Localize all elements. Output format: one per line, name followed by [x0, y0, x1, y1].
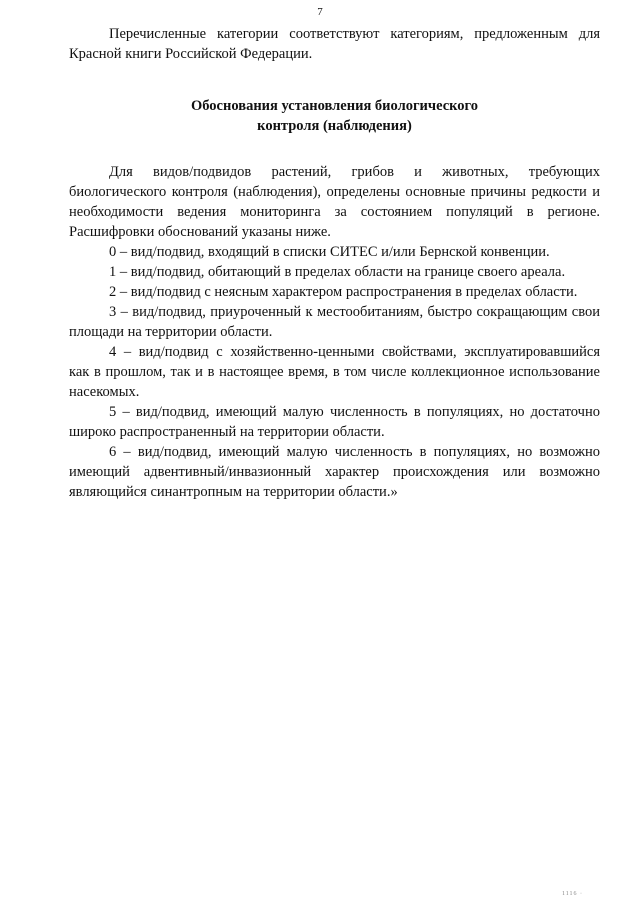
description-paragraph: Для видов/подвидов растений, грибов и животных, требующих биологического контроля (наблюдения), определены основные причины редкости и необходимости ведения мониторинга за состоянием популяций в регионе. Расшифровки обоснований указаны ниже. [69, 164, 600, 240]
reason-4: 4 – вид/подвид с хозяйственно-ценными свойствами, эксплуатировавшийся как в прошлом, так и в настоящее время, в том числе коллекционное использование насекомых. [69, 344, 600, 400]
footer-mark: 1116 · [562, 891, 584, 897]
reason-3: 3 – вид/подвид, приуроченный к местообитаниям, быстро сокращающим свои площади на территории области. [69, 304, 600, 340]
page-number: 7 [317, 6, 323, 18]
section-heading [69, 96, 600, 136]
section-heading-line-2: контроля (наблюдения) [257, 118, 412, 134]
intro-paragraph: Перечисленные категории соответствуют категориям, предложенным для Красной книги Российской Федерации. [69, 26, 600, 62]
reason-5: 5 – вид/подвид, имеющий малую численность в популяциях, но достаточно широко распространенный на территории области. [69, 404, 600, 440]
reason-1: 1 – вид/подвид, обитающий в пределах области на границе своего ареала. [109, 264, 566, 280]
section-heading-line-1: Обоснования установления биологического [190, 98, 479, 114]
reason-6: 6 – вид/подвид, имеющий малую численность в популяциях, но возможно имеющий адвентивный/инвазионный характер происхождения или возможно являющийся синантропным на территории области.» [69, 444, 600, 500]
reason-0: 0 – вид/подвид, входящий в списки СИТЕС и/или Бернской конвенции. [109, 244, 550, 260]
reason-2: 2 – вид/подвид с неясным характером распространения в пределах области. [109, 284, 578, 300]
document-body [69, 24, 600, 502]
